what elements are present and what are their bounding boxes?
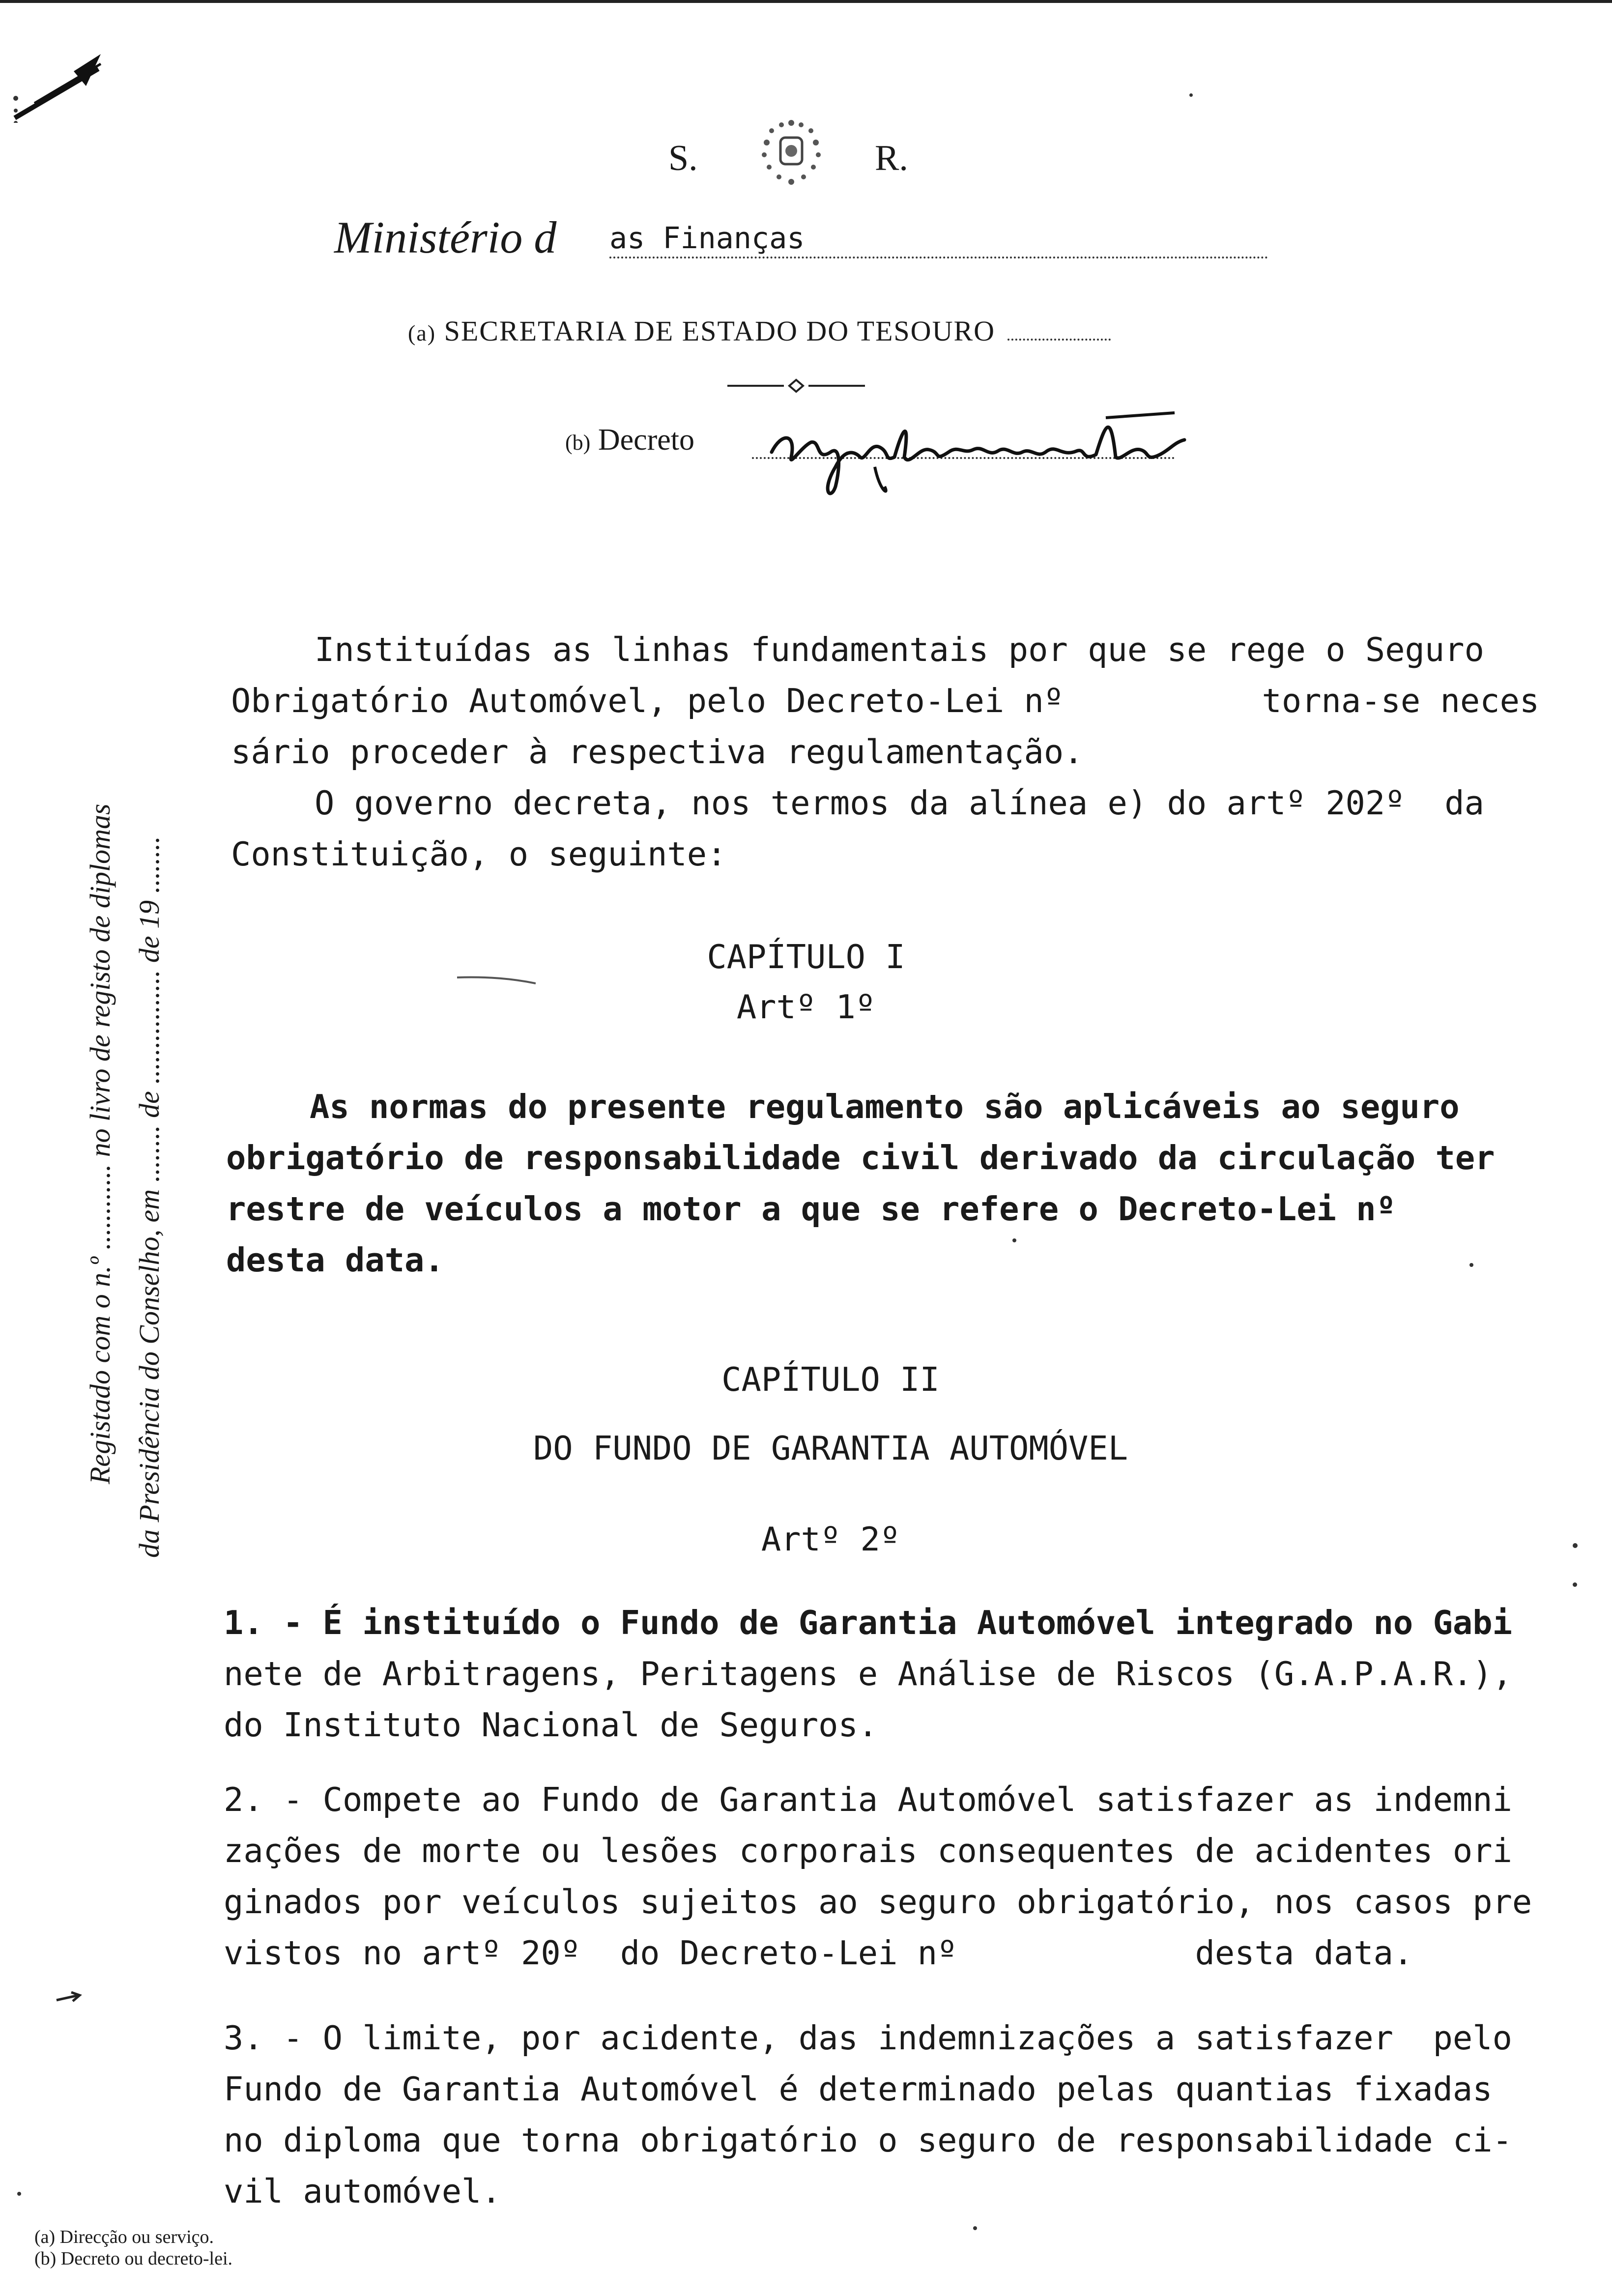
- paper-speck: [1573, 1543, 1578, 1548]
- secretaria-fill-line: [1008, 339, 1111, 341]
- paper-speck: [17, 2192, 21, 2196]
- paper-speck: [1189, 93, 1193, 97]
- article-1-line: As normas do presente regulamento são aplicáveis ao seguro: [310, 1088, 1460, 1126]
- article-2-heading: Artº 2º: [761, 1520, 900, 1558]
- paper-speck: [1012, 1238, 1016, 1242]
- chapter-2-subheading: DO FUNDO DE GARANTIA AUTOMÓVEL: [533, 1429, 1128, 1467]
- header-letter-s: S.: [668, 138, 698, 178]
- item-3-line: vil automóvel.: [224, 2172, 501, 2210]
- handwritten-decreto-type: [762, 393, 1204, 506]
- intro-line: O governo decreta, nos termos da alínea e) do artº 202º da: [315, 784, 1484, 822]
- item-1-line: do Instituto Nacional de Seguros.: [224, 1706, 878, 1744]
- intro-paragraph: [231, 624, 1539, 880]
- item-1-line: nete de Arbitragens, Peritagens e Análise de Riscos (G.A.P.A.R.),: [224, 1655, 1512, 1693]
- letterhead: [668, 113, 924, 197]
- footnote-b: (b) Decreto ou decreto-lei.: [34, 2248, 233, 2269]
- registration-note-line-1: Registado com o n.º ............ no livro de registo de diplomas: [84, 804, 116, 1484]
- item-1-line: 1. - É instituído o Fundo de Garantia Automóvel integrado no Gabi: [224, 1604, 1512, 1642]
- margin-arrow-icon: [54, 1990, 84, 2005]
- item-3-line: no diploma que torna obrigatório o seguro de responsabilidade ci-: [224, 2121, 1512, 2159]
- arrow-mark-icon: [5, 25, 103, 123]
- ornament-divider: [727, 378, 865, 393]
- item-2-line: vistos no artº 20º do Decreto-Lei nº desta data.: [224, 1934, 1413, 1972]
- item-2-line: zações de morte ou lesões corporais consequentes de acidentes ori: [224, 1832, 1512, 1870]
- article-2-item-3: [224, 2012, 1512, 2217]
- item-3-line: 3. - O limite, por acidente, das indemnizações a satisfazer pelo: [224, 2019, 1512, 2057]
- article-1-line: restre de veículos a motor a que se refere o Decreto-Lei nº: [226, 1190, 1396, 1228]
- item-2-line: ginados por veículos sujeitos ao seguro obrigatório, nos casos pre: [224, 1883, 1532, 1921]
- article-1-line: desta data.: [226, 1241, 444, 1279]
- secretaria-mark: (a): [408, 320, 436, 345]
- chapter-2-heading: CAPÍTULO II: [721, 1360, 940, 1399]
- decreto-label: Decreto: [598, 423, 695, 457]
- stray-pencil-mark: [457, 976, 536, 985]
- ministry-line: [334, 211, 1268, 265]
- secretaria-line: [408, 315, 1111, 347]
- item-2-line: 2. - Compete ao Fundo de Garantia Automóvel satisfazer as indemni: [224, 1780, 1512, 1819]
- article-1-heading: Artº 1º: [736, 988, 876, 1026]
- paper-speck: [1469, 1263, 1473, 1267]
- footnote-a: (a) Direcção ou serviço.: [34, 2227, 214, 2247]
- chapter-1-heading: CAPÍTULO I: [707, 938, 905, 976]
- article-1-line: obrigatório de responsabilidade civil derivado da circulação ter: [226, 1139, 1495, 1177]
- intro-line: Instituídas as linhas fundamentais por que se rege o Seguro: [315, 631, 1484, 669]
- article-2-item-2: [224, 1774, 1532, 1979]
- secretaria-name: SECRETARIA DE ESTADO DO TESOURO: [444, 315, 996, 347]
- ministry-name: as Finanças: [609, 221, 805, 256]
- top-border: [0, 0, 1612, 3]
- intro-line: sário proceder à respectiva regulamentação.: [231, 733, 1084, 771]
- article-1-paragraph: [226, 1081, 1495, 1286]
- ministry-fill-line: [609, 257, 1268, 258]
- decreto-line: [565, 423, 694, 458]
- intro-line: Constituição, o seguinte:: [231, 835, 727, 873]
- ministry-prefix: Ministério d: [334, 212, 557, 262]
- intro-line: Obrigatório Automóvel, pelo Decreto-Lei nº torna-se neces: [231, 682, 1540, 720]
- footnotes: [34, 2226, 232, 2269]
- header-letter-r: R.: [875, 138, 908, 178]
- decreto-mark: (b): [565, 430, 591, 455]
- paper-speck: [973, 2226, 977, 2230]
- article-2-item-1: [224, 1597, 1512, 1751]
- coat-of-arms-icon: [742, 113, 840, 192]
- paper-speck: [1573, 1582, 1577, 1587]
- item-3-line: Fundo de Garantia Automóvel é determinado pelas quantias fixadas: [224, 2070, 1493, 2108]
- registration-note-line-2: da Presidência do Conselho, em ........ de ................ de 19 ........: [133, 836, 165, 1558]
